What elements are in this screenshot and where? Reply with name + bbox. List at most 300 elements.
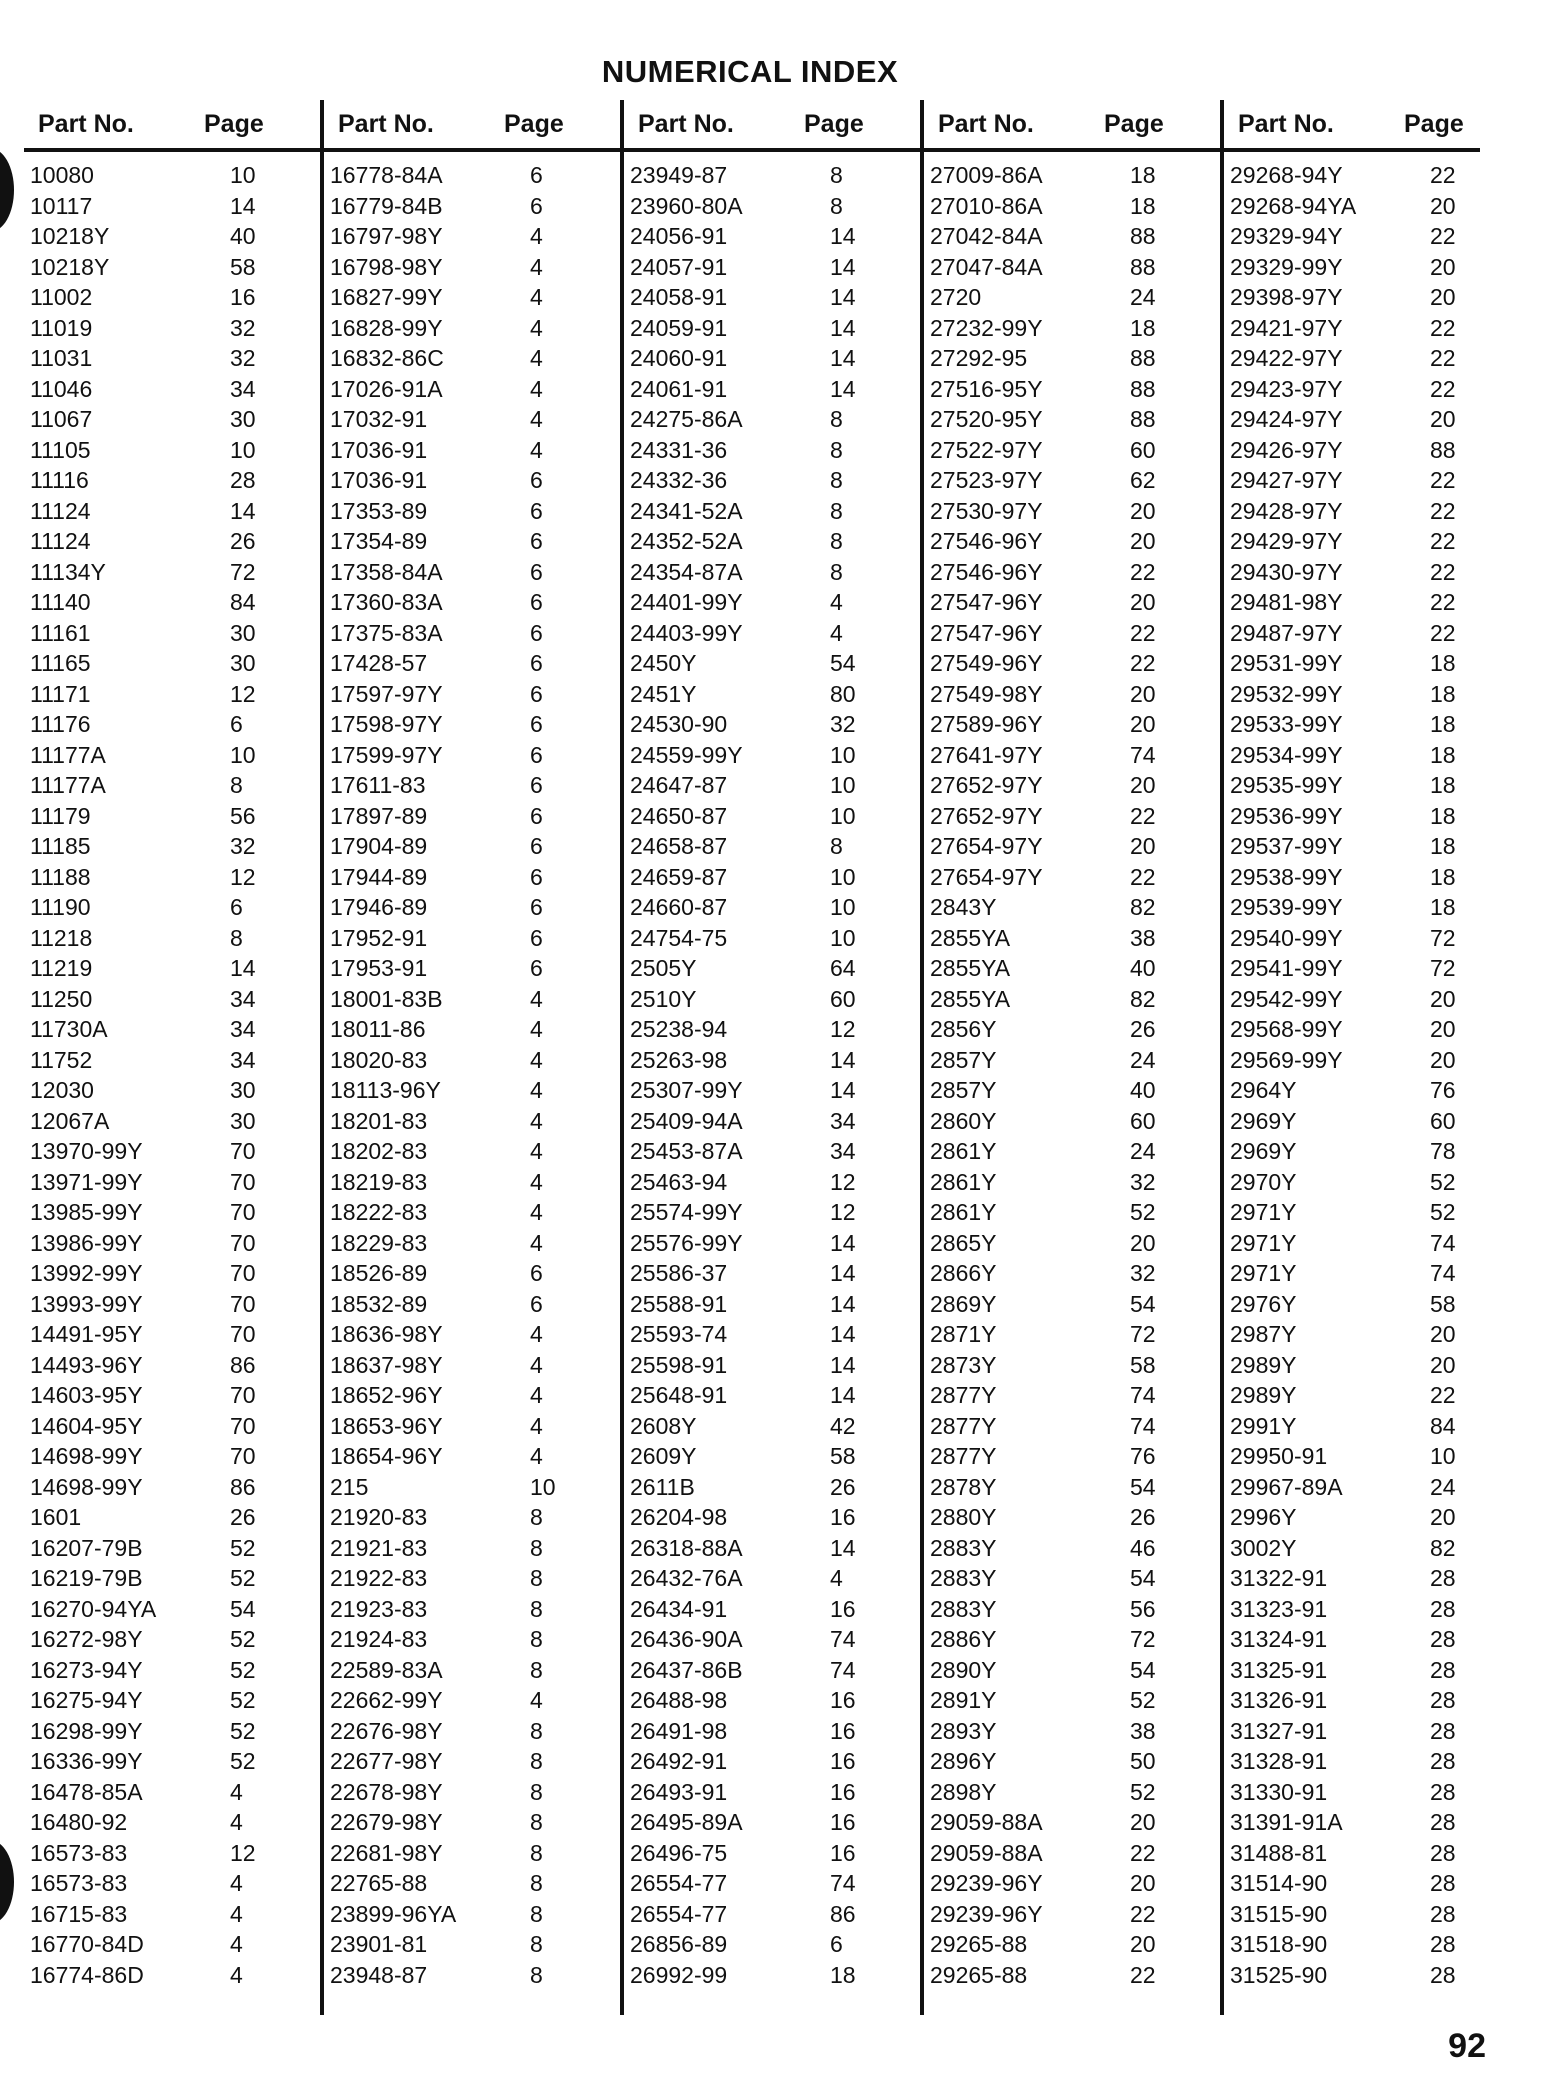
part-number: 2883Y bbox=[930, 1565, 997, 1591]
page-reference: 34 bbox=[830, 1138, 856, 1164]
index-row bbox=[24, 191, 320, 222]
page-reference: 8 bbox=[830, 406, 843, 432]
index-row bbox=[1224, 1167, 1482, 1198]
page-reference: 14 bbox=[230, 497, 256, 524]
part-number: 16270-94YA bbox=[30, 1595, 157, 1622]
page-reference: 18 bbox=[1430, 863, 1456, 890]
part-number: 26554-77 bbox=[630, 1900, 728, 1927]
page-reference: 54 bbox=[1130, 1290, 1156, 1317]
part-number: 16779-84B bbox=[330, 192, 443, 219]
part-number: 17953-91 bbox=[330, 955, 428, 981]
page-reference: 4 bbox=[530, 1321, 543, 1347]
page-reference: 6 bbox=[530, 802, 543, 829]
page-reference: 16 bbox=[830, 1839, 856, 1866]
page-reference: 4 bbox=[230, 1809, 243, 1835]
index-row bbox=[924, 709, 1220, 740]
part-number: 11250 bbox=[30, 985, 93, 1012]
part-no-header: Part No. bbox=[938, 110, 1034, 138]
page-reference: 8 bbox=[830, 558, 843, 585]
index-row bbox=[24, 1075, 320, 1106]
index-row bbox=[624, 618, 920, 649]
page-reference: 6 bbox=[530, 558, 543, 585]
index-row bbox=[24, 282, 320, 313]
part-number: 13971-99Y bbox=[30, 1168, 143, 1195]
index-row bbox=[624, 1838, 920, 1869]
index-row bbox=[1224, 1777, 1482, 1808]
part-number: 17611-83 bbox=[330, 772, 426, 798]
page-reference: 52 bbox=[230, 1534, 256, 1561]
index-row bbox=[924, 1655, 1220, 1686]
index-row bbox=[624, 1563, 920, 1594]
index-row bbox=[924, 221, 1220, 252]
index-row bbox=[924, 1014, 1220, 1045]
index-row bbox=[1224, 557, 1482, 588]
index-row bbox=[324, 1594, 620, 1625]
part-number: 2857Y bbox=[930, 1046, 997, 1073]
page-reference: 58 bbox=[830, 1443, 856, 1469]
index-row bbox=[324, 709, 620, 740]
page-reference: 22 bbox=[1430, 528, 1456, 554]
page-reference: 22 bbox=[1430, 162, 1456, 188]
part-number: 2976Y bbox=[1230, 1290, 1297, 1317]
part-number: 26493-91 bbox=[630, 1778, 728, 1805]
page-reference: 14 bbox=[830, 1351, 856, 1378]
index-row bbox=[924, 1777, 1220, 1808]
index-row bbox=[1224, 1624, 1482, 1655]
index-row bbox=[324, 252, 620, 283]
page-reference: 54 bbox=[230, 1595, 256, 1622]
index-row bbox=[1224, 1594, 1482, 1625]
index-row bbox=[1224, 587, 1482, 618]
index-row bbox=[24, 618, 320, 649]
index-row bbox=[924, 1258, 1220, 1289]
page-reference: 52 bbox=[1130, 1778, 1156, 1805]
page-reference: 70 bbox=[230, 1199, 256, 1225]
part-number: 22589-83A bbox=[330, 1656, 443, 1683]
index-row bbox=[324, 1380, 620, 1411]
index-row bbox=[324, 404, 620, 435]
index-row bbox=[924, 1472, 1220, 1503]
part-number: 23960-80A bbox=[630, 192, 743, 219]
index-row bbox=[924, 313, 1220, 344]
index-row bbox=[24, 526, 320, 557]
index-row bbox=[624, 862, 920, 893]
page-reference: 86 bbox=[230, 1351, 256, 1378]
page-reference: 6 bbox=[530, 894, 543, 920]
index-row bbox=[24, 1807, 320, 1838]
index-row bbox=[624, 1472, 920, 1503]
part-number: 26204-98 bbox=[630, 1504, 728, 1530]
index-row bbox=[924, 1533, 1220, 1564]
index-row bbox=[1224, 679, 1482, 710]
column-header bbox=[24, 100, 320, 148]
part-number: 29568-99Y bbox=[1230, 1016, 1343, 1042]
page-reference: 52 bbox=[1130, 1199, 1156, 1225]
page-reference: 52 bbox=[1430, 1168, 1456, 1195]
index-row bbox=[624, 374, 920, 405]
page-reference: 8 bbox=[530, 1900, 543, 1927]
index-row bbox=[624, 1777, 920, 1808]
part-number: 26992-99 bbox=[630, 1961, 728, 1988]
index-row bbox=[924, 1441, 1220, 1472]
page-reference: 4 bbox=[530, 375, 543, 402]
page-reference: 72 bbox=[1130, 1321, 1156, 1347]
part-number: 11002 bbox=[30, 284, 93, 310]
column-header bbox=[924, 100, 1220, 148]
page-reference: 74 bbox=[1130, 1412, 1156, 1439]
page-reference: 8 bbox=[530, 1748, 543, 1774]
index-row bbox=[324, 648, 620, 679]
part-number: 17360-83A bbox=[330, 589, 443, 615]
index-row bbox=[924, 557, 1220, 588]
part-number: 17353-89 bbox=[330, 497, 428, 524]
page-reference: 18 bbox=[1430, 802, 1456, 829]
part-number: 18532-89 bbox=[330, 1290, 428, 1317]
index-row bbox=[24, 1655, 320, 1686]
index-row bbox=[624, 801, 920, 832]
part-number: 16478-85A bbox=[30, 1778, 143, 1805]
page-reference: 16 bbox=[830, 1809, 856, 1835]
page-reference: 22 bbox=[1430, 558, 1456, 585]
page-reference: 22 bbox=[1130, 1900, 1156, 1927]
part-number: 2883Y bbox=[930, 1534, 997, 1561]
index-row bbox=[24, 221, 320, 252]
page-reference: 20 bbox=[1130, 680, 1156, 707]
page-reference: 76 bbox=[1130, 1443, 1156, 1469]
part-number: 11219 bbox=[30, 955, 93, 981]
index-row bbox=[324, 1960, 620, 1991]
part-number: 11019 bbox=[30, 314, 93, 341]
part-number: 2510Y bbox=[630, 985, 697, 1012]
part-number: 11171 bbox=[30, 680, 91, 707]
part-number: 29398-97Y bbox=[1230, 284, 1343, 310]
page-reference: 74 bbox=[1130, 1382, 1156, 1408]
page-reference: 52 bbox=[230, 1717, 256, 1744]
index-row bbox=[924, 1289, 1220, 1320]
part-number: 2861Y bbox=[930, 1138, 997, 1164]
page-reference: 54 bbox=[1130, 1565, 1156, 1591]
index-row bbox=[324, 587, 620, 618]
page-reference: 72 bbox=[1430, 955, 1456, 981]
part-number: 26488-98 bbox=[630, 1687, 728, 1713]
page-reference: 8 bbox=[830, 436, 843, 463]
part-number: 25648-91 bbox=[630, 1382, 728, 1408]
part-number: 29533-99Y bbox=[1230, 711, 1343, 737]
part-number: 13986-99Y bbox=[30, 1229, 143, 1256]
page-reference: 58 bbox=[230, 253, 256, 280]
part-number: 16778-84A bbox=[330, 162, 443, 188]
page-reference: 72 bbox=[1130, 1626, 1156, 1652]
index-row bbox=[324, 1929, 620, 1960]
part-number: 21924-83 bbox=[330, 1626, 428, 1652]
index-row bbox=[624, 313, 920, 344]
part-number: 26496-75 bbox=[630, 1839, 728, 1866]
part-number: 2877Y bbox=[930, 1382, 997, 1408]
page-reference: 20 bbox=[1430, 1351, 1456, 1378]
page-reference: 14 bbox=[830, 1321, 856, 1347]
page-reference: 8 bbox=[530, 1565, 543, 1591]
part-number: 26491-98 bbox=[630, 1717, 728, 1744]
index-row bbox=[24, 435, 320, 466]
part-number: 17036-91 bbox=[330, 436, 428, 463]
page-reference: 14 bbox=[830, 1382, 856, 1408]
page-reference: 4 bbox=[530, 1199, 543, 1225]
index-rows bbox=[1224, 160, 1482, 1990]
page-header: Page bbox=[804, 110, 864, 138]
index-row bbox=[1224, 618, 1482, 649]
page-reference: 22 bbox=[1130, 1961, 1156, 1988]
page-reference: 28 bbox=[1430, 1626, 1456, 1652]
index-row bbox=[624, 1319, 920, 1350]
index-row bbox=[24, 984, 320, 1015]
page-reference: 14 bbox=[830, 1077, 856, 1103]
index-rows bbox=[324, 160, 620, 1990]
part-number: 16298-99Y bbox=[30, 1717, 143, 1744]
part-number: 2989Y bbox=[1230, 1382, 1297, 1408]
page-reference: 20 bbox=[1430, 192, 1456, 219]
part-number: 29268-94Y bbox=[1230, 162, 1343, 188]
page-reference: 8 bbox=[530, 1504, 543, 1530]
index-row bbox=[624, 221, 920, 252]
page-reference: 20 bbox=[1430, 406, 1456, 432]
index-row bbox=[924, 892, 1220, 923]
index-row bbox=[24, 587, 320, 618]
index-row bbox=[624, 1868, 920, 1899]
index-row bbox=[924, 1746, 1220, 1777]
part-no-header: Part No. bbox=[1238, 110, 1334, 138]
part-number: 31518-90 bbox=[1230, 1931, 1328, 1957]
page-reference: 64 bbox=[830, 955, 856, 981]
part-number: 23901-81 bbox=[330, 1931, 428, 1957]
page-reference: 18 bbox=[1430, 772, 1456, 798]
page-title: NUMERICAL INDEX bbox=[601, 54, 899, 89]
index-row bbox=[24, 1899, 320, 1930]
index-row bbox=[924, 1899, 1220, 1930]
index-row bbox=[924, 1502, 1220, 1533]
index-column-1 bbox=[24, 100, 320, 2015]
part-number: 2891Y bbox=[930, 1687, 997, 1713]
page-reference: 4 bbox=[530, 1077, 543, 1103]
part-number: 16715-83 bbox=[30, 1900, 128, 1927]
page-reference: 18 bbox=[1430, 833, 1456, 859]
part-number: 2883Y bbox=[930, 1595, 997, 1622]
index-row bbox=[324, 1167, 620, 1198]
index-row bbox=[324, 953, 620, 984]
index-row bbox=[1224, 1960, 1482, 1991]
index-row bbox=[324, 435, 620, 466]
page-reference: 32 bbox=[230, 345, 256, 371]
page-reference: 4 bbox=[530, 1229, 543, 1256]
index-row bbox=[24, 1350, 320, 1381]
page-reference: 52 bbox=[230, 1626, 256, 1652]
part-number: 11176 bbox=[30, 711, 91, 737]
page-reference: 32 bbox=[1130, 1260, 1156, 1286]
index-row bbox=[924, 1075, 1220, 1106]
page-reference: 26 bbox=[230, 528, 256, 554]
part-number: 18020-83 bbox=[330, 1046, 428, 1073]
page-reference: 20 bbox=[1430, 1016, 1456, 1042]
part-number: 31322-91 bbox=[1230, 1565, 1328, 1591]
page-number: 92 bbox=[1448, 2027, 1486, 2065]
page-reference: 26 bbox=[830, 1473, 856, 1500]
index-row bbox=[1224, 1502, 1482, 1533]
index-row bbox=[324, 1899, 620, 1930]
page-reference: 60 bbox=[1430, 1107, 1456, 1134]
index-row bbox=[624, 1380, 920, 1411]
page-reference: 72 bbox=[1430, 924, 1456, 951]
index-row bbox=[24, 1045, 320, 1076]
page-reference: 10 bbox=[230, 741, 256, 768]
page-reference: 30 bbox=[230, 650, 256, 676]
index-column-5 bbox=[1220, 100, 1482, 2015]
page-reference: 8 bbox=[530, 1931, 543, 1957]
page-reference: 4 bbox=[530, 345, 543, 371]
part-number: 14493-96Y bbox=[30, 1351, 143, 1378]
part-number: 2989Y bbox=[1230, 1351, 1297, 1378]
index-row bbox=[324, 496, 620, 527]
index-row bbox=[624, 1136, 920, 1167]
part-number: 29421-97Y bbox=[1230, 314, 1343, 341]
index-row bbox=[1224, 1868, 1482, 1899]
index-row bbox=[624, 435, 920, 466]
page-reference: 6 bbox=[530, 955, 543, 981]
index-row bbox=[624, 1807, 920, 1838]
part-number: 16219-79B bbox=[30, 1565, 143, 1591]
index-row bbox=[24, 252, 320, 283]
page-reference: 20 bbox=[1130, 497, 1156, 524]
page-reference: 54 bbox=[1130, 1473, 1156, 1500]
page-reference: 38 bbox=[1130, 924, 1156, 951]
part-number: 17599-97Y bbox=[330, 741, 443, 768]
page-reference: 12 bbox=[230, 863, 256, 890]
index-row bbox=[924, 252, 1220, 283]
part-number: 2886Y bbox=[930, 1626, 997, 1652]
index-row bbox=[324, 374, 620, 405]
part-number: 17036-91 bbox=[330, 467, 428, 493]
part-number: 2890Y bbox=[930, 1656, 997, 1683]
page-reference: 16 bbox=[830, 1748, 856, 1774]
page-reference: 4 bbox=[230, 1900, 243, 1927]
page-reference: 18 bbox=[1430, 650, 1456, 676]
page-reference: 74 bbox=[830, 1656, 856, 1683]
part-number: 31326-91 bbox=[1230, 1687, 1328, 1713]
part-number: 18229-83 bbox=[330, 1229, 428, 1256]
index-row bbox=[1224, 1563, 1482, 1594]
part-number: 11124 bbox=[30, 497, 91, 524]
index-row bbox=[324, 1624, 620, 1655]
page-reference: 4 bbox=[530, 1046, 543, 1073]
page-reference: 4 bbox=[530, 253, 543, 280]
page-reference: 28 bbox=[1430, 1778, 1456, 1805]
part-number: 14491-95Y bbox=[30, 1321, 143, 1347]
index-row bbox=[1224, 221, 1482, 252]
page-reference: 4 bbox=[830, 619, 843, 646]
page-reference: 28 bbox=[1430, 1748, 1456, 1774]
part-number: 11177A bbox=[30, 772, 106, 798]
page-header: Page bbox=[204, 110, 264, 138]
part-number: 16828-99Y bbox=[330, 314, 443, 341]
index-row bbox=[1224, 1319, 1482, 1350]
page-reference: 70 bbox=[230, 1260, 256, 1286]
index-row bbox=[624, 191, 920, 222]
page-reference: 74 bbox=[1430, 1260, 1456, 1286]
index-row bbox=[1224, 1380, 1482, 1411]
part-number: 24659-87 bbox=[630, 863, 728, 890]
part-number: 2855YA bbox=[930, 924, 1011, 951]
index-row bbox=[24, 1960, 320, 1991]
part-number: 24331-36 bbox=[630, 436, 728, 463]
part-number: 27654-97Y bbox=[930, 833, 1043, 859]
page-reference: 22 bbox=[1430, 223, 1456, 249]
page-reference: 8 bbox=[530, 1534, 543, 1561]
page-reference: 82 bbox=[1130, 894, 1156, 920]
index-row bbox=[924, 862, 1220, 893]
page-reference: 84 bbox=[1430, 1412, 1456, 1439]
page-reference: 20 bbox=[1430, 253, 1456, 280]
part-number: 24401-99Y bbox=[630, 589, 743, 615]
index-row bbox=[1224, 252, 1482, 283]
index-row bbox=[24, 1106, 320, 1137]
column-header bbox=[1224, 100, 1482, 148]
part-number: 22677-98Y bbox=[330, 1748, 443, 1774]
page-reference: 8 bbox=[530, 1961, 543, 1988]
index-row bbox=[1224, 1746, 1482, 1777]
page-reference: 88 bbox=[1130, 223, 1156, 249]
page-reference: 56 bbox=[1130, 1595, 1156, 1622]
index-row bbox=[1224, 1899, 1482, 1930]
part-number: 29268-94YA bbox=[1230, 192, 1357, 219]
part-number: 18011-86 bbox=[330, 1016, 426, 1042]
index-row bbox=[24, 1685, 320, 1716]
part-number: 31324-91 bbox=[1230, 1626, 1328, 1652]
index-row bbox=[324, 1868, 620, 1899]
index-row bbox=[924, 1380, 1220, 1411]
index-row bbox=[24, 1319, 320, 1350]
index-row bbox=[324, 282, 620, 313]
page-reference: 6 bbox=[530, 1260, 543, 1286]
part-number: 22676-98Y bbox=[330, 1717, 443, 1744]
index-row bbox=[324, 1106, 620, 1137]
part-number: 11124 bbox=[30, 528, 91, 554]
page-reference: 4 bbox=[530, 1107, 543, 1134]
page-reference: 14 bbox=[830, 284, 856, 310]
page-reference: 6 bbox=[530, 680, 543, 707]
index-row bbox=[624, 1350, 920, 1381]
index-row bbox=[24, 770, 320, 801]
part-number: 2861Y bbox=[930, 1199, 997, 1225]
index-row bbox=[1224, 1716, 1482, 1747]
index-row bbox=[324, 1350, 620, 1381]
index-row bbox=[1224, 1472, 1482, 1503]
index-row bbox=[24, 1594, 320, 1625]
part-number: 16573-83 bbox=[30, 1839, 128, 1866]
index-row bbox=[24, 1411, 320, 1442]
part-number: 29059-88A bbox=[930, 1809, 1043, 1835]
index-row bbox=[324, 679, 620, 710]
page-reference: 4 bbox=[530, 1687, 543, 1713]
index-row bbox=[924, 770, 1220, 801]
page-reference: 50 bbox=[1130, 1748, 1156, 1774]
index-column-4 bbox=[920, 100, 1220, 2015]
index-row bbox=[924, 1411, 1220, 1442]
index-row bbox=[924, 191, 1220, 222]
part-number: 10117 bbox=[30, 192, 93, 219]
index-row bbox=[1224, 1289, 1482, 1320]
page-reference: 12 bbox=[230, 680, 256, 707]
index-row bbox=[924, 984, 1220, 1015]
page-reference: 28 bbox=[1430, 1809, 1456, 1835]
page-reference: 24 bbox=[1130, 1138, 1156, 1164]
